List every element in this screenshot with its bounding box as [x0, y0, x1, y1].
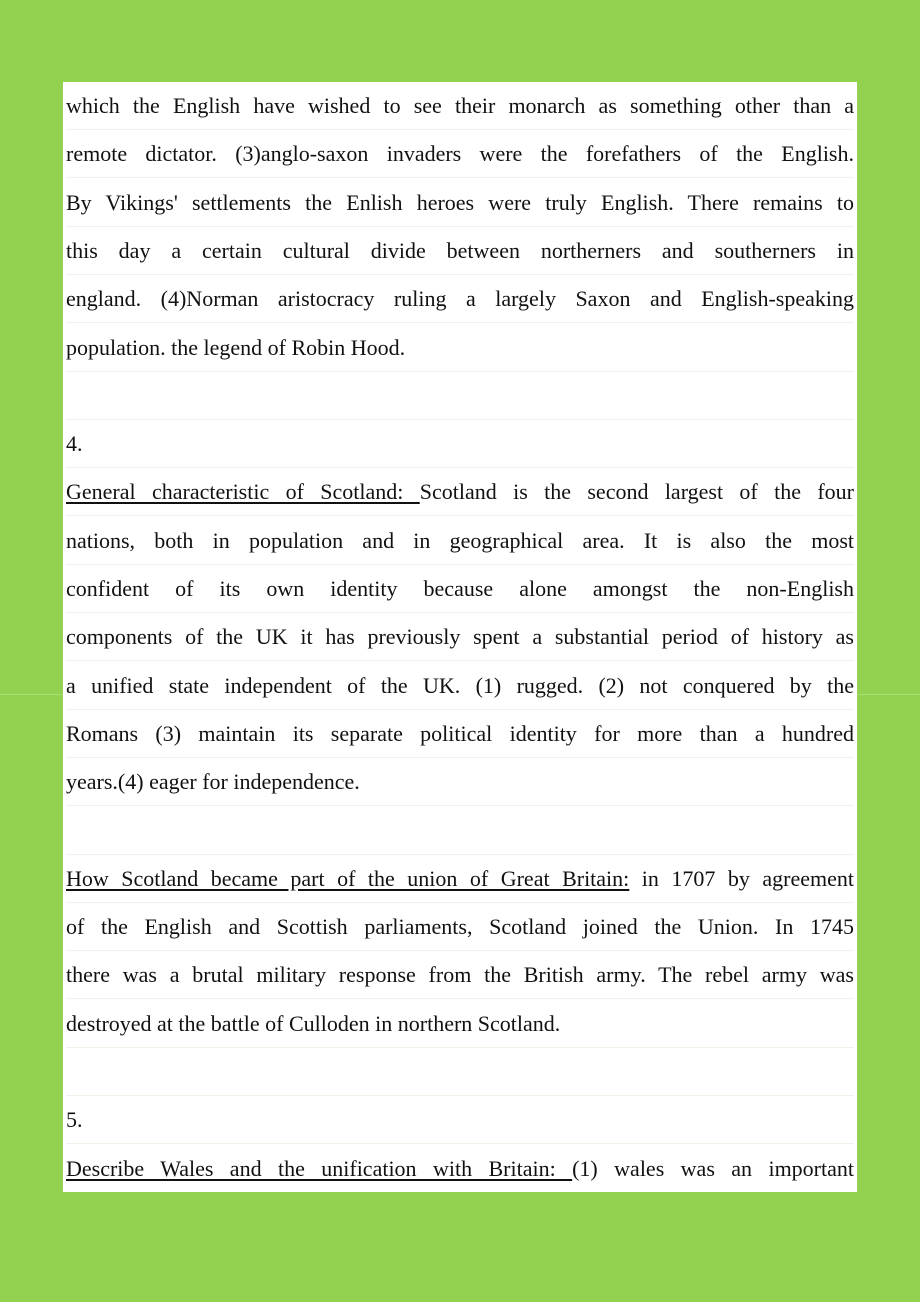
text-line	[66, 130, 854, 178]
line-text: of the English and Scottish parliaments, Scotland joined the Union. In 1745	[66, 914, 854, 939]
text-line	[66, 662, 854, 710]
text-line	[66, 903, 854, 951]
line-text: nations, both in population and in geographical area. It is also the most	[66, 528, 854, 553]
text-line	[66, 758, 854, 806]
text-line	[66, 855, 854, 903]
line-text: remote dictator. (3)anglo-saxon invaders were the forefathers of the English.	[66, 141, 854, 166]
line-text: england. (4)Norman aristocracy ruling a largely Saxon and English-speaking	[66, 286, 854, 311]
text-line	[66, 468, 854, 516]
text-line	[66, 613, 854, 661]
text-line	[66, 324, 854, 372]
text-line	[66, 951, 854, 999]
line-text: components of the UK it has previously spent a substantial period of history as	[66, 624, 854, 649]
line-text: By Vikings' settlements the Enlish heroes were truly English. There remains to	[66, 190, 854, 215]
document-page	[63, 82, 857, 1192]
text-line	[66, 565, 854, 613]
text-line	[66, 1145, 854, 1192]
line-text: confident of its own identity because alone amongst the non-English	[66, 576, 854, 601]
blank-line	[66, 1048, 854, 1096]
text-line	[66, 179, 854, 227]
blank-line	[66, 372, 854, 420]
line-text: which the English have wished to see their monarch as something other than a	[66, 93, 854, 118]
text-line	[66, 82, 854, 130]
line-text: a unified state independent of the UK. (1) rugged. (2) not conquered by the	[66, 673, 854, 698]
line-text: Romans (3) maintain its separate political identity for more than a hundred	[66, 721, 854, 746]
line-text: destroyed at the battle of Culloden in northern Scotland.	[66, 1011, 561, 1036]
text-line	[66, 1096, 854, 1144]
section-heading: General characteristic of Scotland:	[66, 479, 420, 504]
line-text: population. the legend of Robin Hood.	[66, 335, 406, 360]
text-line	[66, 420, 854, 468]
line-text: 5.	[66, 1107, 83, 1132]
line-text: (1) wales was an important	[572, 1156, 854, 1181]
text-line	[66, 275, 854, 323]
line-text: in 1707 by agreement	[629, 866, 854, 891]
blank-line	[66, 807, 854, 855]
line-text: years.(4) eager for independence.	[66, 769, 360, 794]
section-heading: How Scotland became part of the union of Great Britain:	[66, 866, 630, 891]
section-heading: Describe Wales and the unification with Britain:	[66, 1156, 573, 1181]
text-line	[66, 710, 854, 758]
text-line	[66, 227, 854, 275]
line-text: there was a brutal military response from the British army. The rebel army was	[66, 962, 854, 987]
line-text: this day a certain cultural divide between northerners and southerners in	[66, 238, 854, 263]
line-text: Scotland is the second largest of the four	[419, 479, 854, 504]
text-line	[66, 1000, 854, 1048]
text-line	[66, 517, 854, 565]
line-text: 4.	[66, 431, 83, 456]
